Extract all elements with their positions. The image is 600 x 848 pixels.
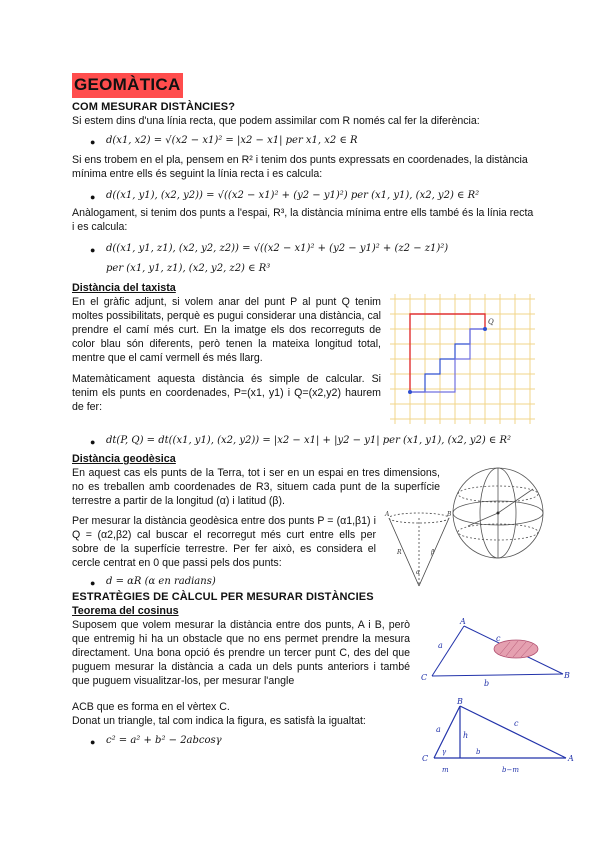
taxi-paragraph-2: Matemàticament aquesta distància és simple de calcular. Si tenim els punts en coordenades, P=(x1, y1) i Q=(x2,y2) haurem de fer: (72, 373, 381, 414)
cone-label-a: A (385, 511, 390, 518)
bullet-icon: ● (90, 437, 96, 447)
bullet-icon: ● (90, 245, 96, 255)
globe-figure (448, 464, 548, 562)
formula-taxi-distance: dt(P, Q) = dt((x1, y1), (x2, y2)) = |x2 − x1| + |y2 − y1| per (x1, y1), (x2, y2) ∈ R² (106, 435, 512, 446)
intro-text: Si estem dins d'una línia recta, que podem assimilar com R només cal fer la diferència: (72, 115, 480, 127)
label-segment-b-minus-m: b−m (502, 766, 519, 774)
formula-plane-distance: d((x1, y1), (x2, y2)) = √((x2 − x1)² + (y2 − y1)²) per (x1, y1), (x2, y2) ∈ R² (106, 190, 480, 201)
label-height-h: h (463, 731, 469, 740)
formula-space-distance: d((x1, y1, z1), (x2, y2, z2)) = √((x2 − x1)² + (y2 − y1)² + (z2 − z1)²) (106, 243, 449, 254)
label-c-side: c (496, 634, 501, 643)
label-base-b: b (476, 748, 481, 756)
label-b-top: B (457, 697, 463, 706)
label-a-vertex: A (460, 617, 466, 626)
formula-space-domain: per (x1, y1, z1), (x2, y2, z2) ∈ R³ (106, 263, 271, 274)
label-angle-gamma: γ (442, 748, 447, 756)
cone-label-beta: β (431, 549, 435, 556)
bullet-icon: ● (90, 137, 96, 147)
formula-cosine: c² = a² + b² − 2abcosγ (106, 735, 222, 746)
height-triangle-figure (420, 696, 580, 780)
geodesic-paragraph-1: En aquest cas els punts de la Terra, tot i ser en un espai en tres dimensions, no es treballen amb coordenades de R3, situem cada punt de la superfície terrestre a partir de la longitud (α) i latitud (β). (72, 467, 440, 508)
geodesic-paragraph-2: Per mesurar la distància geodèsica entre dos punts P = (α1,β1) i Q = (α2,β2) cal buscar el recorregut més curt entre ells per sobre de la superfície terrestre. Per fer això, es considera el cercle centrat en 0 que passi pels dos punts: (72, 515, 376, 570)
label-side-c: c (514, 719, 519, 728)
label-side-a: a (436, 725, 441, 734)
label-c-vertex: C (421, 673, 428, 682)
plane-text: Si ens trobem en el pla, pensem en R² i tenim dos punts expressats en coordenades, la distància mínima entre ells és seguint la línia recta i es calcula: (72, 154, 528, 181)
label-segment-m: m (442, 766, 449, 774)
taxi-grid-figure (390, 294, 535, 424)
section-heading-measure: COM MESURAR DISTÀNCIES? (72, 101, 236, 113)
formula-geodesic: d = αR (α en radians) (106, 576, 216, 587)
bullet-icon: ● (90, 737, 96, 747)
obstacle-triangle-figure (418, 616, 578, 694)
point-q (483, 327, 487, 331)
cone-label-b: B (447, 511, 452, 518)
cone-figure (383, 508, 453, 592)
bullet-icon: ● (90, 192, 96, 202)
cone-label-alpha: α (416, 569, 421, 576)
cosine-paragraph-1: Suposem que volem mesurar la distància entre dos punts, A i B, però que entremig hi ha un obstacle que no ens permet prendre la mesura directament. Una bona opció és prendre un tercer punt C, des del que puguem mesurar la distància a cada un dels punts anteriors i també que puguem visualitzar-los, per mesurar l'angle (72, 619, 410, 688)
label-c-left: C (422, 754, 429, 763)
label-b-side: b (484, 679, 490, 688)
cone-label-r: R (397, 549, 402, 556)
red-path (410, 314, 485, 392)
label-a-right: A (568, 754, 574, 763)
label-b-vertex: B (564, 671, 570, 680)
cosine-paragraph-angle: ACB que es forma en el vèrtex C. (72, 701, 230, 713)
label-a-side: a (438, 641, 443, 650)
cosine-paragraph-2: Donat un triangle, tal com indica la figura, es satisfà la igualtat: (72, 715, 366, 727)
obstacle-shape (494, 640, 538, 658)
point-p (408, 390, 412, 394)
strategies-heading: ESTRATÈGIES DE CÀLCUL PER MESURAR DISTÀNCIES (72, 591, 374, 603)
taxi-paragraph-1: En el gràfic adjunt, si volem anar del punt P al punt Q tenim moltes possibilitats, perquè es pugui considerar una distància, cal prendre el camí més curt. En la imatge els dos recorreguts de color blau són diferents, però tenen la mateixa longitud total, mentre que el camí vermell és més llarg. (72, 296, 381, 365)
formula-line-distance: d(x1, x2) = √(x2 − x1)² = |x2 − x1| per x1, x2 ∈ R (106, 135, 358, 146)
cosine-theorem-heading: Teorema del cosinus (72, 605, 179, 617)
point-q-label: Q (488, 318, 494, 326)
bullet-icon: ● (90, 578, 96, 588)
taxi-heading: Distància del taxista (72, 282, 176, 294)
page-title: GEOMÀTICA (72, 73, 183, 98)
blue-path-2 (410, 329, 485, 392)
blue-path-1 (410, 329, 485, 392)
space-text: Anàlogament, si tenim dos punts a l'espai, R³, la distància mínima entre ells també és la línia recta i es calcula: (72, 207, 534, 234)
geodesic-heading: Distància geodèsica (72, 453, 176, 465)
